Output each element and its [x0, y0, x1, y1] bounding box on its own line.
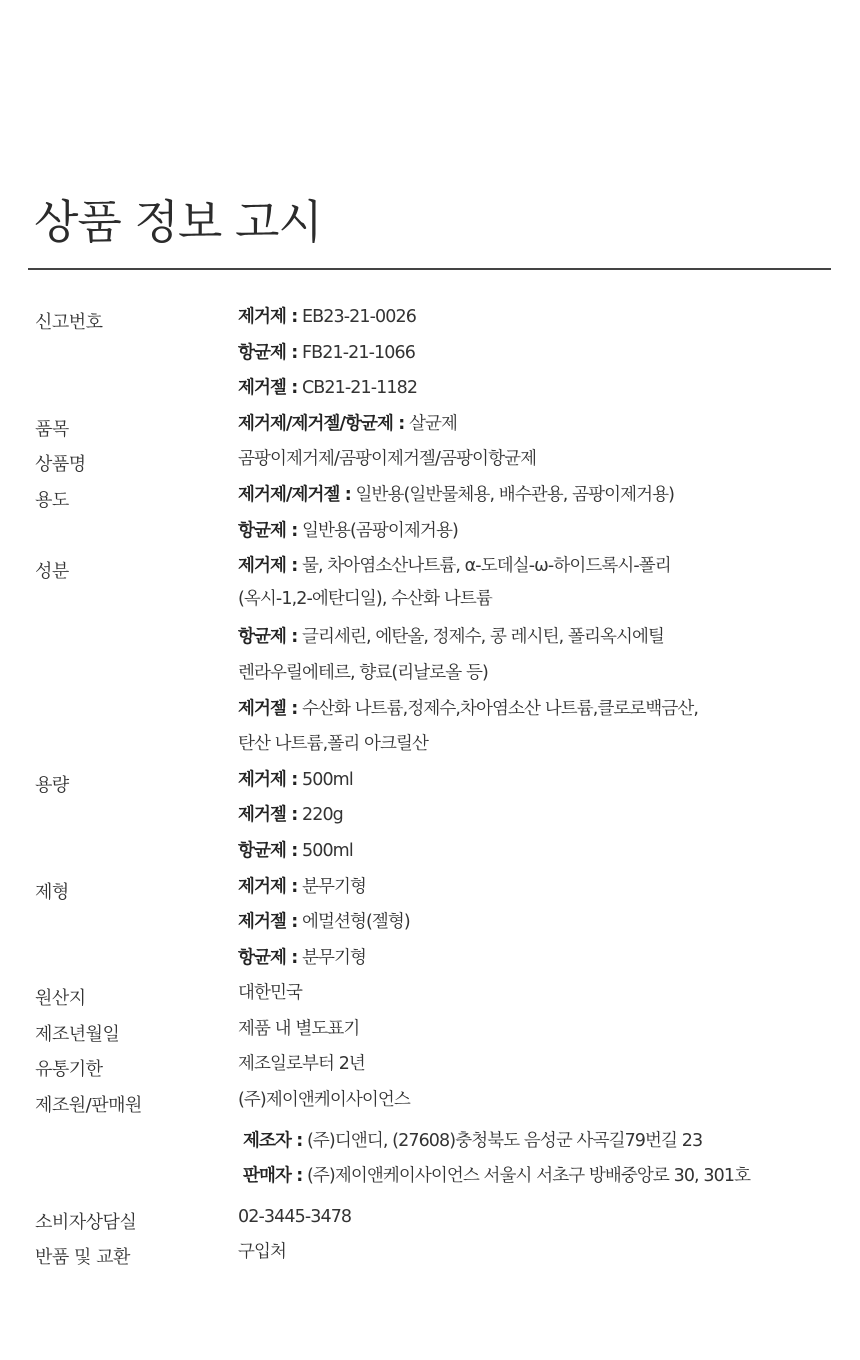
value-line [238, 976, 860, 1012]
value-line [238, 300, 860, 336]
row-label: 신고번호 [35, 312, 103, 333]
info-row [0, 549, 860, 763]
value-line [238, 442, 860, 478]
value-key: 제거젤 : [238, 378, 298, 399]
row-values [238, 1200, 860, 1236]
value-line [238, 941, 860, 977]
info-row [0, 976, 860, 1012]
row-label: 성분 [35, 561, 69, 583]
value-text: 제조일로부터 2년 [238, 1054, 365, 1075]
value-line [238, 1200, 860, 1236]
value-text: 220g [297, 805, 343, 826]
value-line [238, 870, 860, 906]
value-line [238, 905, 860, 941]
value-line [238, 763, 860, 799]
row-label: 용량 [35, 774, 69, 796]
value-key: 제거제 : [238, 876, 298, 897]
value-line [238, 1012, 860, 1048]
value-line [238, 549, 860, 585]
value-key: 항균제 : [238, 840, 298, 861]
value-text: 곰팡이제거제/곰팡이제거젤/곰팡이항균제 [238, 449, 537, 470]
row-label: 상품명 [35, 454, 86, 476]
value-line [238, 620, 860, 656]
value-key: 제거제 : [238, 556, 298, 577]
info-row [0, 1047, 860, 1083]
info-row [0, 407, 860, 443]
info-row [0, 442, 860, 478]
value-line [238, 407, 860, 443]
value-text: (주)디앤디, (27608)충청북도 음성군 사곡길79번길 23 [302, 1130, 703, 1151]
value-text: 글리세린, 에탄올, 정제수, 콩 레시틴, 폴리옥시에틸 [297, 627, 665, 648]
row-values [238, 1235, 860, 1271]
value-key: 제거제 : [238, 769, 298, 790]
row-label: 소비자상담실 [35, 1211, 137, 1233]
value-line [238, 336, 860, 372]
value-line [238, 371, 860, 407]
row-label: 용도 [35, 489, 69, 511]
value-line [238, 582, 860, 618]
title-divider [28, 268, 831, 270]
value-text: CB21-21-1182 [297, 378, 418, 399]
value-key: 제거젤 : [238, 805, 298, 826]
value-text: 수산화 나트륨,정제수,차아염소산 나트륨,클로로백금산, [297, 698, 699, 719]
info-row [0, 870, 860, 977]
value-key: 제거젤 : [238, 698, 298, 719]
value-key: 항균제 : [238, 520, 298, 541]
page-title: 상품 정보 고시 [34, 195, 322, 249]
value-text: 렌라우릴에테르, 향료(리날로올 등) [238, 662, 488, 683]
value-key: 제거제/제거젤/항균제 : [238, 413, 405, 434]
value-key: 제조자 : [243, 1130, 303, 1151]
value-text: 500ml [297, 769, 353, 790]
row-label: 반품 및 교환 [35, 1247, 130, 1269]
value-key: 판매자 : [243, 1166, 303, 1187]
value-line [238, 478, 860, 514]
value-text: 구입처 [238, 1242, 287, 1263]
value-key: 제거제/제거젤 : [238, 484, 351, 505]
row-values [238, 1083, 860, 1195]
value-text: (주)제이앤케이사이언스 [238, 1090, 410, 1111]
value-line [238, 834, 860, 870]
info-row [0, 1235, 860, 1271]
row-label: 제형 [35, 881, 69, 903]
row-values [238, 870, 860, 977]
info-row [0, 300, 860, 407]
value-text: 탄산 나트륨,폴리 아크릴산 [238, 734, 429, 755]
value-text: 02-3445-3478 [238, 1206, 352, 1227]
row-values [238, 407, 860, 443]
value-line [243, 1159, 860, 1195]
row-values [238, 549, 860, 763]
value-line [238, 727, 860, 763]
value-line [238, 1083, 860, 1119]
row-values [238, 442, 860, 478]
value-text: 일반용(곰팡이제거용) [297, 520, 458, 541]
value-text: 분무기형 [297, 876, 366, 897]
info-row [0, 1012, 860, 1048]
row-values [238, 300, 860, 407]
info-row [0, 763, 860, 870]
value-key: 항균제 : [238, 627, 298, 648]
row-label: 품목 [35, 418, 69, 440]
value-text: 500ml [297, 840, 353, 861]
row-label: 제조원/판매원 [35, 1095, 142, 1117]
row-values [238, 478, 860, 549]
value-line [238, 514, 860, 550]
value-line [238, 692, 860, 728]
row-label: 원산지 [35, 988, 86, 1010]
row-values [238, 1012, 860, 1048]
value-line [238, 1047, 860, 1083]
value-key: 제거젤 : [238, 912, 298, 933]
value-text: 분무기형 [297, 947, 366, 968]
info-row [0, 1083, 860, 1195]
value-text: (주)제이앤케이사이언스 서울시 서초구 방배중앙로 30, 301호 [302, 1166, 751, 1187]
value-text: 제품 내 별도표기 [238, 1018, 360, 1039]
value-line [243, 1124, 860, 1160]
row-values [238, 1047, 860, 1083]
info-table [0, 300, 860, 1271]
value-key: 항균제 : [238, 947, 298, 968]
value-text: 대한민국 [238, 983, 303, 1004]
info-row [0, 478, 860, 549]
row-label: 유통기한 [35, 1059, 103, 1081]
value-text: EB23-21-0026 [297, 307, 416, 327]
value-text: (옥시-1,2-에탄디일), 수산화 나트륨 [238, 588, 492, 609]
row-values [238, 763, 860, 870]
value-text: 살균제 [404, 413, 458, 434]
value-text: 일반용(일반물체용, 배수관용, 곰팡이제거용) [350, 484, 675, 505]
info-row [0, 1200, 860, 1236]
value-line [238, 656, 860, 692]
row-values [238, 976, 860, 1012]
value-line [238, 798, 860, 834]
value-line [238, 1235, 860, 1271]
value-text: 에멀션형(젤형) [297, 912, 410, 933]
value-text: FB21-21-1066 [297, 342, 415, 363]
value-key: 제거제 : [238, 307, 298, 327]
value-text: 물, 차아염소산나트륨, α-도데실-ω-하이드록시-폴리 [297, 556, 671, 577]
row-label: 제조년월일 [35, 1023, 120, 1045]
value-key: 항균제 : [238, 342, 298, 363]
